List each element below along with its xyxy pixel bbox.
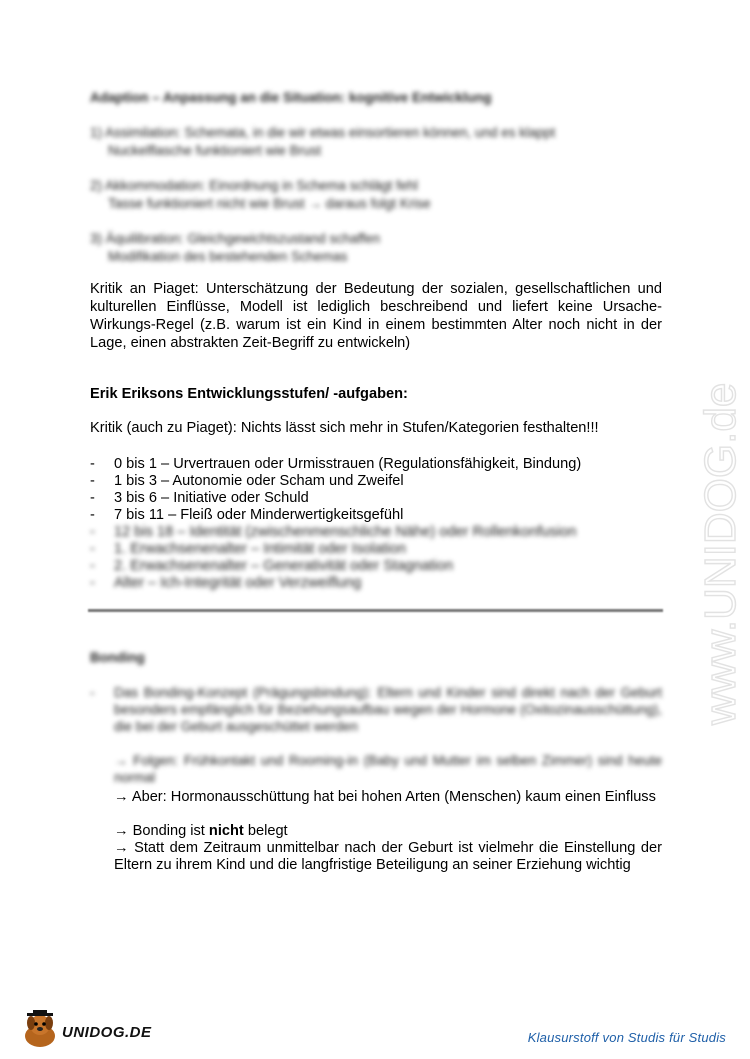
footer-tagline: Klausurstoff von Studis für Studis bbox=[527, 1030, 726, 1045]
footer-logo[interactable] bbox=[18, 1010, 168, 1050]
stage-text: 1 bis 3 – Autonomie oder Scham und Zweifel bbox=[114, 473, 404, 489]
bonding-point-not-proven bbox=[114, 823, 662, 840]
erikson-critique: Kritik (auch zu Piaget): Nichts lässt sich mehr in Stufen/Kategorien festhalten!!! bbox=[90, 420, 599, 436]
list-item bbox=[90, 575, 581, 592]
bullet-dash: - bbox=[90, 524, 95, 540]
erikson-heading: Erik Eriksons Entwicklungsstufen/ -aufgaben: bbox=[90, 386, 408, 402]
section-divider bbox=[88, 609, 663, 612]
adaptation-step-assimilation bbox=[90, 124, 555, 160]
point-text: Aber: Hormonausschüttung hat bei hohen Arten (Menschen) kaum einen Einfluss bbox=[131, 789, 656, 805]
step-line: Nuckelflasche funktioniert wie Brust bbox=[108, 143, 322, 158]
bullet-dash: - bbox=[90, 558, 95, 574]
bullet-dash: - bbox=[90, 507, 95, 523]
stage-text: 2. Erwachsenenalter – Generativität oder Stagnation bbox=[114, 558, 454, 574]
emphasis-text: nicht bbox=[208, 823, 244, 839]
step-line: 3) Äquilibration: Gleichgewichtszustand schaffen bbox=[90, 231, 381, 246]
bullet-dash: - bbox=[90, 473, 95, 489]
list-item bbox=[90, 473, 581, 490]
bonding-point-hormone bbox=[114, 789, 662, 806]
step-line: Modifikation des bestehenden Schemas bbox=[108, 249, 348, 264]
point-text: Statt dem Zeitraum unmittelbar nach der Geburt ist vielmehr die Einstellung der Eltern zu ihrem Kind und die langfristige Beteiligung an seiner Erziehung wichtig bbox=[114, 840, 662, 873]
step-line: 2) Akkommodation: Einordnung in Schema schlägt fehl bbox=[90, 178, 418, 193]
list-item bbox=[90, 456, 581, 473]
bullet-dash: - bbox=[90, 685, 95, 700]
list-item bbox=[90, 490, 581, 507]
bonding-point-instead bbox=[114, 840, 662, 874]
stage-text: 12 bis 18 – Identität (zwischenmenschliche Nähe) oder Rollenkonfusion bbox=[114, 524, 577, 540]
stage-text: Alter – Ich-Integrität oder Verzweiflung bbox=[114, 575, 362, 591]
list-item bbox=[90, 507, 581, 524]
logo-wordmark: UNIDOG.DE bbox=[62, 1024, 152, 1041]
stage-text: 7 bis 11 – Fleiß oder Minderwertigkeitsgefühl bbox=[114, 507, 404, 523]
stage-text: 0 bis 1 – Urvertrauen oder Urmisstrauen (Regulationsfähigkeit, Bindung) bbox=[114, 456, 582, 472]
bonding-intro-text: Das Bonding-Konzept (Prägungsbindung): Eltern und Kinder sind direkt nach der Geburt besonders empfänglich für Beziehungsaufbau wegen der Hormone (Oxitozinausschüttung), die bei der Geburt ausgeschüttet werden bbox=[114, 685, 662, 734]
stage-text: 1. Erwachsenenalter – Intimität oder Isolation bbox=[114, 541, 407, 557]
arrow-icon: → bbox=[114, 789, 129, 805]
list-item bbox=[90, 541, 581, 558]
watermark bbox=[610, 240, 750, 740]
adaptation-step-accommodation bbox=[90, 177, 431, 213]
list-item bbox=[90, 558, 581, 575]
watermark-svg bbox=[610, 240, 750, 740]
watermark-text: www.UNIDOG.de bbox=[696, 382, 745, 725]
bonding-consequence bbox=[90, 752, 662, 786]
step-line: 1) Assimilation: Schemata, in die wir etwas einsortieren können, und es klappt bbox=[90, 125, 556, 140]
bullet-dash: - bbox=[90, 456, 95, 472]
point-text: belegt bbox=[243, 823, 288, 839]
adaptation-title: Adaption – Anpassung an die Situation: kognitive Entwicklung bbox=[90, 90, 492, 105]
bonding-consequence-text: → Folgen: Frühkontakt und Rooming-in (Baby und Mutter im selben Zimmer) sind heute normal bbox=[114, 753, 662, 785]
stage-text: 3 bis 6 – Initiative oder Schuld bbox=[114, 490, 309, 506]
bonding-intro bbox=[90, 684, 662, 735]
erikson-stage-list bbox=[90, 456, 581, 592]
dog-mascot-icon bbox=[18, 1010, 62, 1050]
list-item bbox=[90, 524, 581, 541]
step-line: Tasse funktioniert nicht wie Brust → daraus folgt Krise bbox=[108, 196, 431, 211]
arrow-icon: → bbox=[114, 823, 129, 839]
point-text: Bonding ist bbox=[132, 823, 209, 839]
piaget-critique: Kritik an Piaget: Unterschätzung der Bedeutung der sozialen, gesellschaftlichen und kulturellen Einflüsse, Modell ist lediglich beschreibend und liefert keine Ursache-Wirkungs-Regel (z.B. warum ist ein Kind in einem bestimmten Alter noch nicht in der Lage, einen abstrakten Zeit-Begriff zu entwickeln) bbox=[90, 281, 662, 351]
adaptation-step-equilibration bbox=[90, 230, 380, 266]
bullet-dash: - bbox=[90, 541, 95, 557]
bullet-dash: - bbox=[90, 490, 95, 506]
bonding-title: Bonding bbox=[90, 650, 145, 665]
bullet-dash: - bbox=[90, 575, 95, 591]
arrow-icon: → bbox=[114, 840, 129, 856]
